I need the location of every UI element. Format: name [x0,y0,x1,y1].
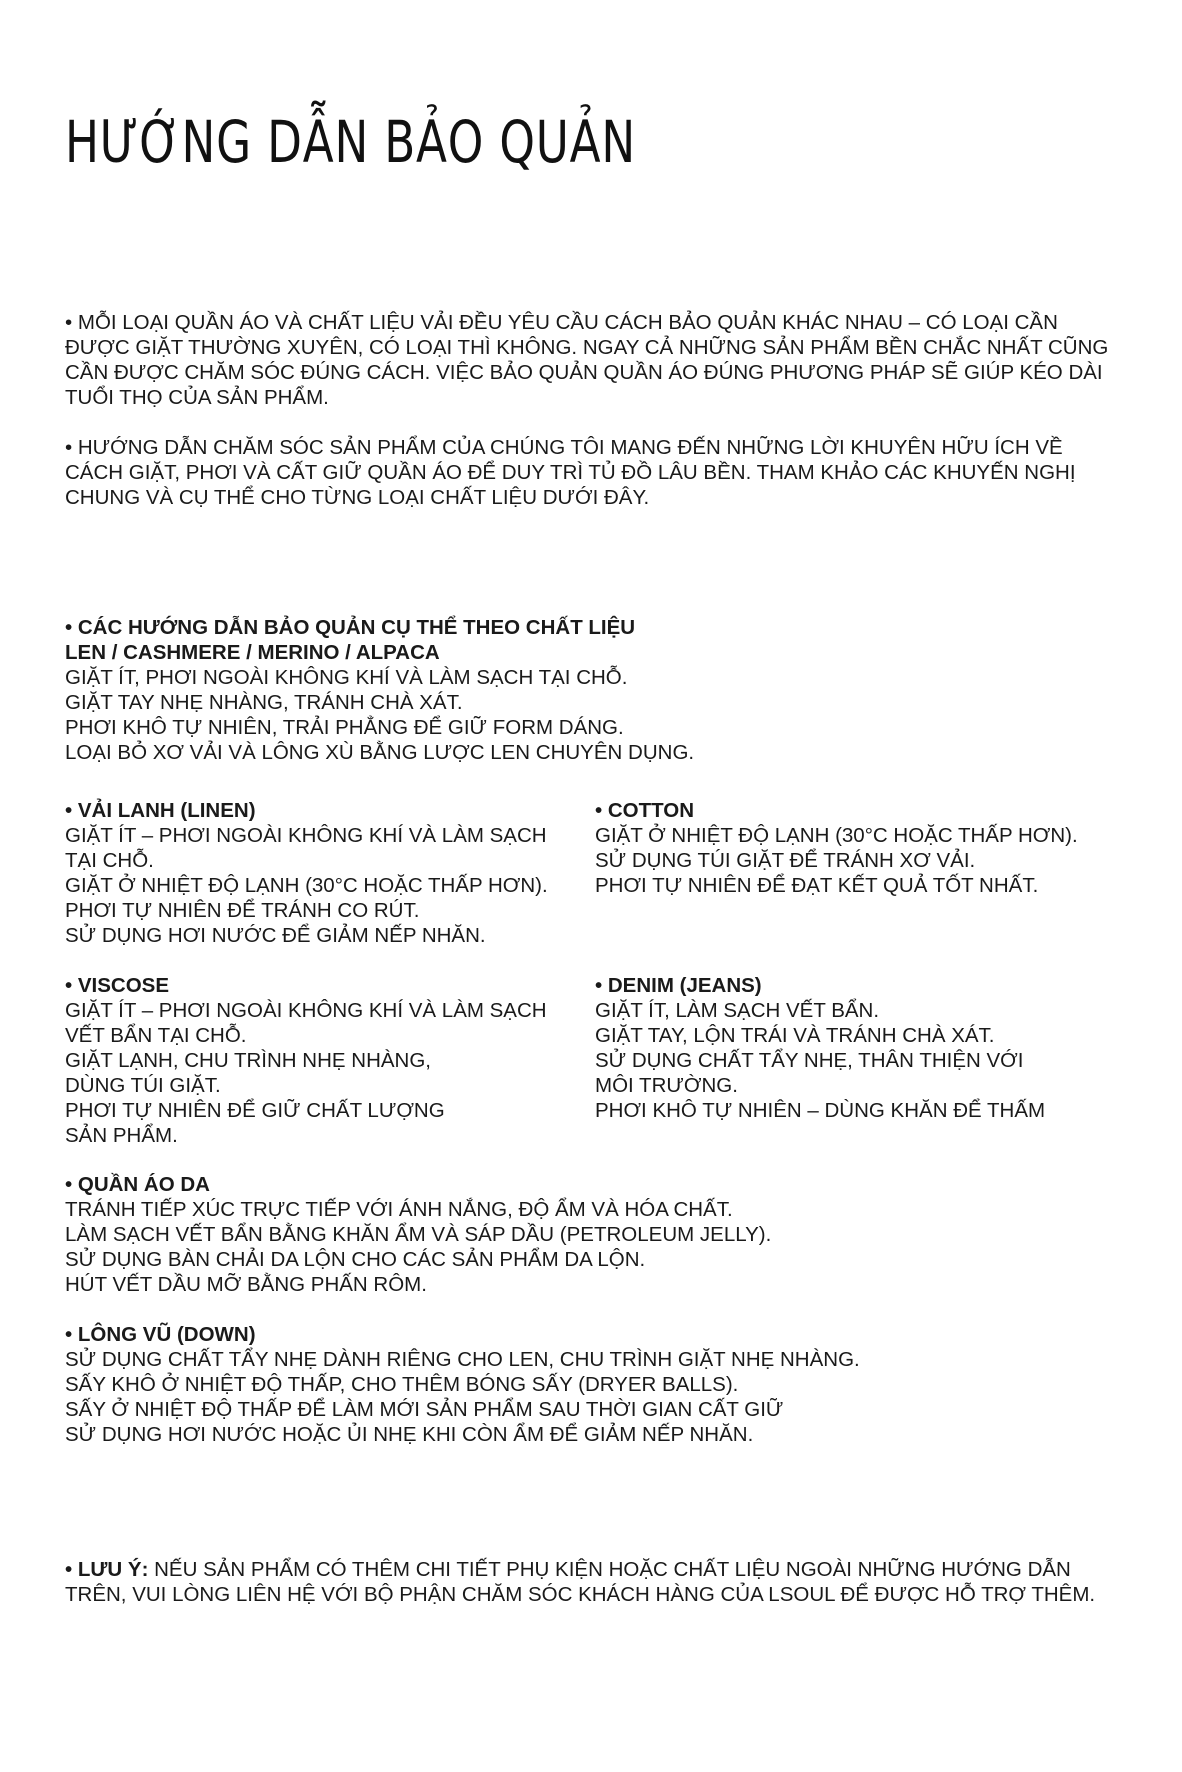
down-line: SỬ DỤNG HƠI NƯỚC HOẶC ỦI NHẸ KHI CÒN ẨM ĐỂ GIẢM NẾP NHĂN. [65,1423,754,1446]
materials-heading: • CÁC HƯỚNG DẪN BẢO QUẢN CỤ THỂ THEO CHẤT LIỆU [65,616,636,639]
wool-line: GIẶT ÍT, PHƠI NGOÀI KHÔNG KHÍ VÀ LÀM SẠCH TẠI CHỖ. [65,666,628,689]
down-section [65,1322,1125,1447]
leather-section [65,1172,1125,1297]
leather-line: TRÁNH TIẾP XÚC TRỰC TIẾP VỚI ÁNH NẮNG, ĐỘ ẨM VÀ HÓA CHẤT. [65,1198,733,1221]
cotton-heading: • COTTON [595,799,695,822]
linen-line: SỬ DỤNG HƠI NƯỚC ĐỂ GIẢM NẾP NHĂN. [65,924,486,947]
denim-line: GIẶT TAY, LỘN TRÁI VÀ TRÁNH CHÀ XÁT. [595,1024,995,1047]
wool-heading: LEN / CASHMERE / MERINO / ALPACA [65,641,440,664]
leather-heading: • QUẦN ÁO DA [65,1173,210,1196]
wool-line: LOẠI BỎ XƠ VẢI VÀ LÔNG XÙ BẰNG LƯỢC LEN CHUYÊN DỤNG. [65,741,695,764]
linen-line: PHƠI TỰ NHIÊN ĐỂ TRÁNH CO RÚT. [65,899,420,922]
note-label: • LƯU Ý: [65,1558,149,1581]
denim-heading: • DENIM (JEANS) [595,974,762,997]
cotton-line: SỬ DỤNG TÚI GIẶT ĐỂ TRÁNH XƠ VẢI. [595,849,976,872]
viscose-line: GIẶT ÍT – PHƠI NGOÀI KHÔNG KHÍ VÀ LÀM SẠCH [65,999,547,1022]
note-paragraph [65,1557,1125,1607]
linen-heading: • VẢI LANH (LINEN) [65,799,256,822]
linen-line: GIẶT ÍT – PHƠI NGOÀI KHÔNG KHÍ VÀ LÀM SẠCH [65,824,547,847]
linen-line: GIẶT Ở NHIỆT ĐỘ LẠNH (30°C HOẶC THẤP HƠN). [65,874,548,897]
note-text: NẾU SẢN PHẨM CÓ THÊM CHI TIẾT PHỤ KIỆN HOẶC CHẤT LIỆU NGOÀI NHỮNG HƯỚNG DẪN TRÊN, VUI LÒNG LIÊN HỆ VỚI BỘ PHẬN CHĂM SÓC KHÁCH HÀNG CỦA LSOUL ĐỂ ĐƯỢC HỖ TRỢ THÊM. [65,1558,1096,1606]
viscose-heading: • VISCOSE [65,974,170,997]
cotton-line: GIẶT Ở NHIỆT ĐỘ LẠNH (30°C HOẶC THẤP HƠN). [595,824,1078,847]
cotton-section [595,798,1125,898]
viscose-line: DÙNG TÚI GIẶT. [65,1074,221,1097]
denim-line: GIẶT ÍT, LÀM SẠCH VẾT BẨN. [595,999,880,1022]
viscose-line: SẢN PHẨM. [65,1124,178,1147]
wool-line: GIẶT TAY NHẸ NHÀNG, TRÁNH CHÀ XÁT. [65,691,463,714]
down-heading: • LÔNG VŨ (DOWN) [65,1323,256,1346]
viscose-section [65,973,585,1148]
leather-line: HÚT VẾT DẦU MỠ BẰNG PHẤN RÔM. [65,1273,427,1296]
leather-line: LÀM SẠCH VẾT BẨN BẰNG KHĂN ẨM VÀ SÁP DẦU (PETROLEUM JELLY). [65,1223,772,1246]
viscose-line: PHƠI TỰ NHIÊN ĐỂ GIỮ CHẤT LƯỢNG [65,1099,445,1122]
wool-section [65,615,1125,765]
denim-line: PHƠI KHÔ TỰ NHIÊN – DÙNG KHĂN ĐỂ THẤM [595,1099,1046,1122]
denim-line: MÔI TRƯỜNG. [595,1074,738,1097]
denim-section [595,973,1125,1123]
down-line: SỬ DỤNG CHẤT TẨY NHẸ DÀNH RIÊNG CHO LEN, CHU TRÌNH GIẶT NHẸ NHÀNG. [65,1348,860,1371]
viscose-line: VẾT BẨN TẠI CHỖ. [65,1024,247,1047]
down-line: SẤY KHÔ Ở NHIỆT ĐỘ THẤP, CHO THÊM BÓNG SẤY (DRYER BALLS). [65,1373,739,1396]
page-title: HƯỚNG DẪN BẢO QUẢN [65,108,636,176]
viscose-line: GIẶT LẠNH, CHU TRÌNH NHẸ NHÀNG, [65,1049,432,1072]
linen-line: TẠI CHỖ. [65,849,154,872]
denim-line: SỬ DỤNG CHẤT TẨY NHẸ, THÂN THIỆN VỚI [595,1049,1024,1072]
wool-line: PHƠI KHÔ TỰ NHIÊN, TRẢI PHẲNG ĐỂ GIỮ FORM DÁNG. [65,716,624,739]
linen-section [65,798,585,948]
intro-paragraph-2: • HƯỚNG DẪN CHĂM SÓC SẢN PHẨM CỦA CHÚNG TÔI MANG ĐẾN NHỮNG LỜI KHUYÊN HỮU ÍCH VỀ CÁCH GIẶT, PHƠI VÀ CẤT GIỮ QUẦN ÁO ĐỂ DUY TRÌ TỦ ĐỒ LÂU BỀN. THAM KHẢO CÁC KHUYẾN NGHỊ CHUNG VÀ CỤ THỂ CHO TỪNG LOẠI CHẤT LIỆU DƯỚI ĐÂY. [65,436,1076,509]
leather-line: SỬ DỤNG BÀN CHẢI DA LỘN CHO CÁC SẢN PHẨM DA LỘN. [65,1248,646,1271]
cotton-line: PHƠI TỰ NHIÊN ĐỂ ĐẠT KẾT QUẢ TỐT NHẤT. [595,874,1039,897]
intro-paragraph-1: • MỖI LOẠI QUẦN ÁO VÀ CHẤT LIỆU VẢI ĐỀU YÊU CẦU CÁCH BẢO QUẢN KHÁC NHAU – CÓ LOẠI CẦN ĐƯỢC GIẶT THƯỜNG XUYÊN, CÓ LOẠI THÌ KHÔNG. NGAY CẢ NHỮNG SẢN PHẨM BỀN CHẮC NHẤT CŨNG CẦN ĐƯỢC CHĂM SÓC ĐÚNG CÁCH. VIỆC BẢO QUẢN QUẦN ÁO ĐÚNG PHƯƠNG PHÁP SẼ GIÚP KÉO DÀI TUỔI THỌ CỦA SẢN PHẨM. [65,311,1109,409]
down-line: SẤY Ở NHIỆT ĐỘ THẤP ĐỂ LÀM MỚI SẢN PHẨM SAU THỜI GIAN CẤT GIỮ [65,1398,784,1421]
